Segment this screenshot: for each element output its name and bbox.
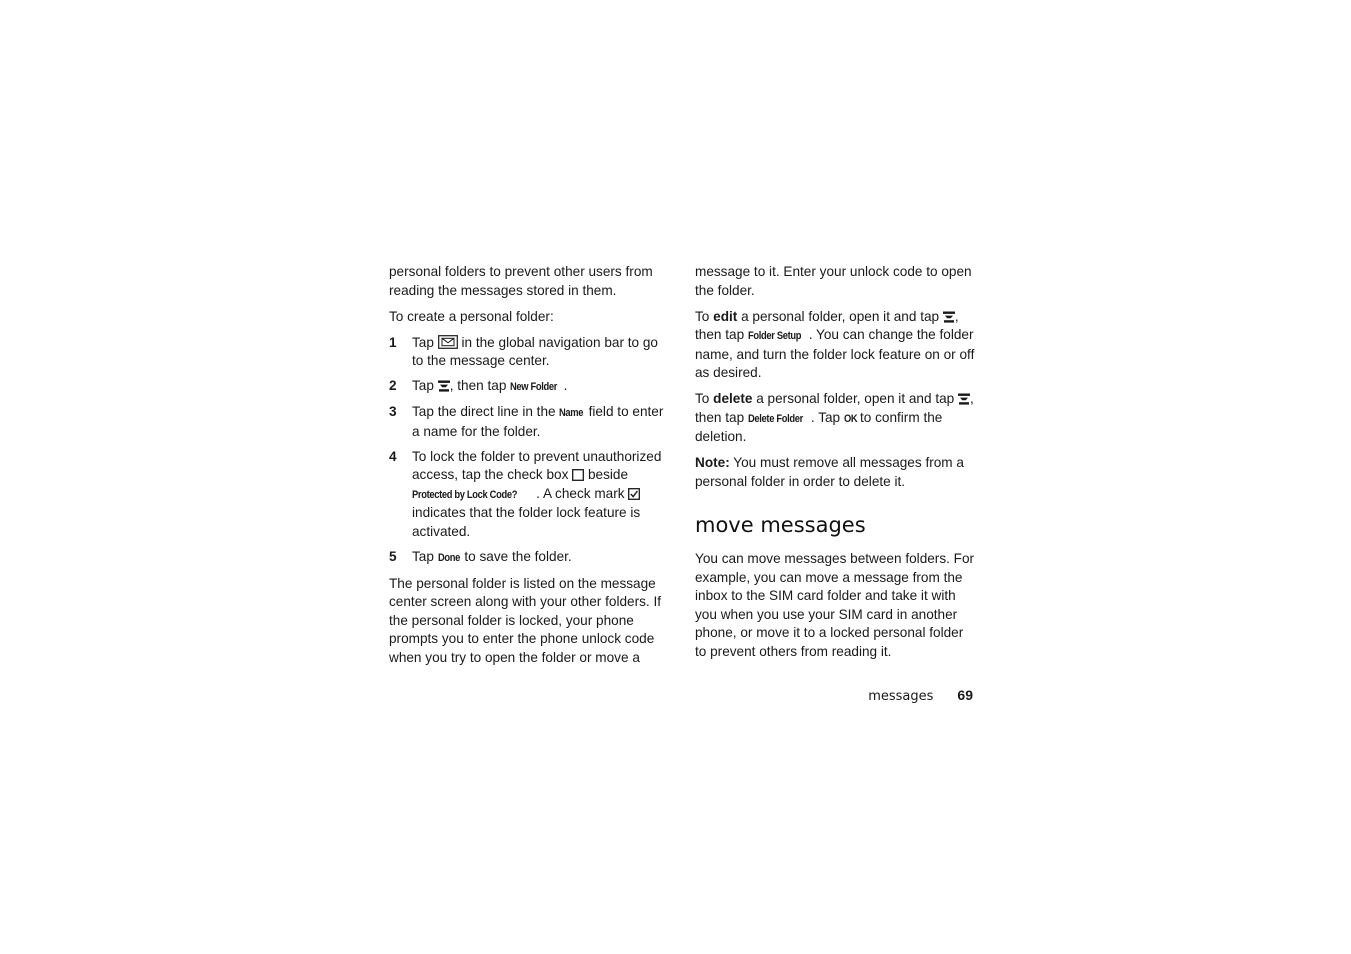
page-footer [695, 686, 973, 706]
right-column [695, 263, 975, 669]
step-number: 3 [389, 404, 397, 419]
step-4: 4 To lock the folder to prevent unauthorized access, tap the check box beside Protected by Lock Code? . A check mark indicates that the folder lock feature is activated. [389, 448, 671, 542]
section-heading: move messages [695, 513, 866, 537]
note-paragraph [695, 454, 975, 491]
name-keyword: Name [559, 407, 584, 419]
footer-section-name: messages [868, 689, 934, 704]
menu-icon [943, 311, 955, 323]
new-folder-keyword: New Folder [510, 381, 558, 393]
step-2: 2 Tap , then tap New Folder . [389, 377, 671, 397]
folder-listed-paragraph: The personal folder is listed on the message center screen along with your other folders. If the personal folder is locked, your phone prompts you to enter the phone unlock code when you try to open the folder or move a [389, 575, 662, 665]
ok-keyword: OK [843, 412, 858, 425]
step-1: 1 Tap in the global navigation bar to go to the message center. [389, 334, 671, 371]
continued-paragraph: message to it. Enter your unlock code to open the folder. [695, 264, 972, 298]
delete-term: delete [713, 391, 753, 406]
step-number: 2 [389, 378, 397, 393]
left-column [389, 263, 671, 675]
create-folder-intro: To create a personal folder: [389, 308, 554, 324]
delete-folder-paragraph: To delete a personal folder, open it and tap , then tap Delete Folder . Tap OK to confirm the deletion. [695, 391, 974, 444]
step-3: 3 Tap the direct line in the Name field to enter a name for the folder. [389, 403, 671, 441]
move-messages-paragraph: You can move messages between folders. For example, you can move a message from the inbox to the SIM card folder and take it with you when you use your SIM card in another phone, or move it to a locked personal folder to prevent others from reading it. [695, 551, 975, 659]
intro-paragraph: personal folders to prevent other users from reading the messages stored in them. [389, 264, 653, 298]
delete-folder-keyword: Delete Folder [747, 412, 803, 425]
checkbox-checked-icon [628, 488, 640, 500]
edit-term: edit [713, 308, 738, 324]
edit-folder-paragraph: To edit a personal folder, open it and tap , then tap Folder Setup . You can change the folder name, and turn the folder lock feature on or off as desired. [695, 308, 975, 380]
protected-by-lock-code-keyword: Protected by Lock Code? [412, 488, 518, 501]
checkbox-empty-icon [572, 469, 584, 481]
step-5: 5 Tap Done to save the folder. [389, 548, 671, 568]
steps-list [389, 334, 671, 568]
page-number: 69 [957, 687, 973, 703]
step-number: 1 [389, 334, 397, 350]
folder-setup-keyword: Folder Setup [747, 330, 802, 342]
menu-icon [958, 393, 970, 405]
step-number: 4 [389, 448, 397, 464]
envelope-icon [438, 335, 458, 349]
step-number: 5 [389, 548, 397, 564]
menu-icon [438, 380, 450, 392]
note-text: You must remove all messages from a personal folder in order to delete it. [695, 455, 964, 489]
note-label: Note: [695, 455, 730, 470]
done-keyword: Done [437, 551, 460, 564]
